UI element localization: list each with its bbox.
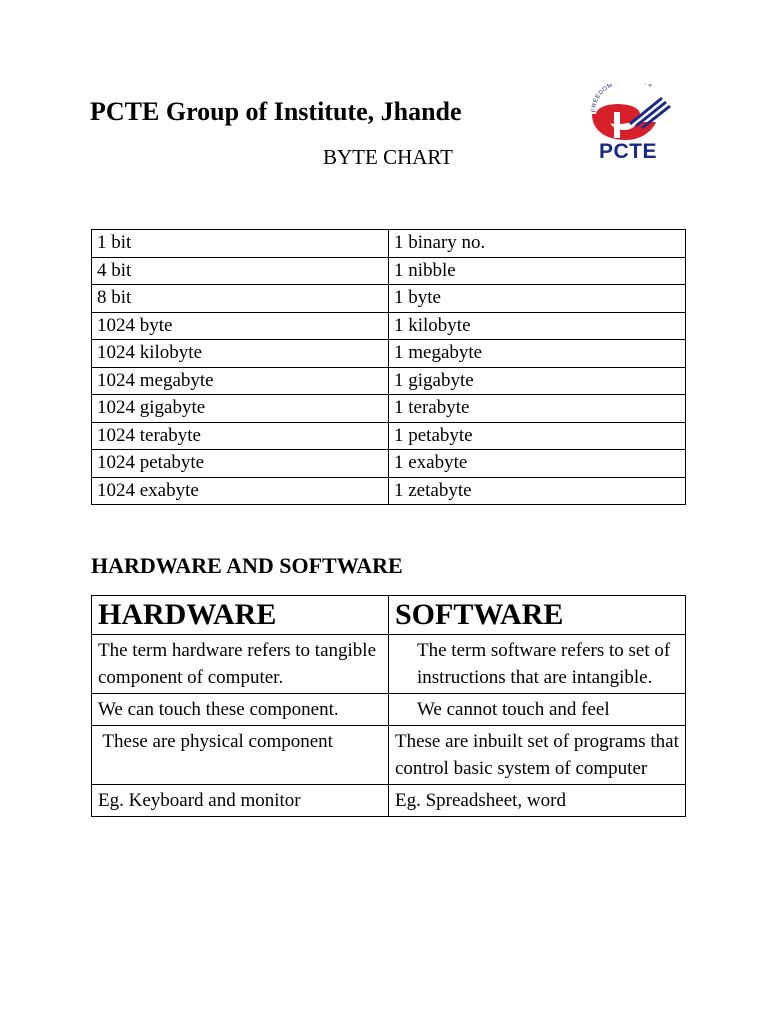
byte-cell-equivalent: 1 exabyte (389, 450, 686, 478)
table-row (92, 285, 686, 313)
table-row (92, 422, 686, 450)
table-row (92, 257, 686, 285)
byte-cell-equivalent: 1 zetabyte (389, 477, 686, 505)
table-row (92, 340, 686, 368)
byte-cell-unit: 1024 exabyte (92, 477, 389, 505)
byte-cell-equivalent: 1 terabyte (389, 395, 686, 423)
byte-cell-equivalent: 1 binary no. (389, 230, 686, 258)
table-row (92, 367, 686, 395)
byte-cell-unit: 4 bit (92, 257, 389, 285)
table-row (92, 785, 686, 817)
logo-text: PCTE (598, 140, 657, 163)
byte-cell-equivalent: 1 nibble (389, 257, 686, 285)
table-header-row (92, 596, 686, 635)
software-cell: We cannot touch and feel (389, 694, 686, 726)
byte-cell-unit: 8 bit (92, 285, 389, 313)
table-row (92, 477, 686, 505)
table-row (92, 635, 686, 694)
byte-chart-table (91, 229, 686, 505)
software-cell: These are inbuilt set of programs that control basic system of computer (389, 726, 686, 785)
byte-cell-unit: 1024 petabyte (92, 450, 389, 478)
table-row (92, 726, 686, 785)
byte-cell-unit: 1024 gigabyte (92, 395, 389, 423)
byte-cell-unit: 1024 megabyte (92, 367, 389, 395)
table-row (92, 312, 686, 340)
column-header-software: SOFTWARE (389, 596, 686, 635)
software-cell: Eg. Spreadsheet, word (389, 785, 686, 817)
hardware-software-table (91, 595, 686, 817)
byte-cell-unit: 1024 byte (92, 312, 389, 340)
byte-cell-equivalent: 1 megabyte (389, 340, 686, 368)
byte-chart-subtitle: BYTE CHART (323, 145, 453, 169)
hardware-cell: The term hardware refers to tangible component of computer. (92, 635, 389, 694)
byte-cell-equivalent: 1 petabyte (389, 422, 686, 450)
hardware-cell: Eg. Keyboard and monitor (92, 785, 389, 817)
section-heading: HARDWARE AND SOFTWARE (91, 553, 403, 578)
byte-cell-unit: 1024 terabyte (92, 422, 389, 450)
byte-cell-equivalent: 1 kilobyte (389, 312, 686, 340)
column-header-hardware: HARDWARE (92, 596, 389, 635)
byte-cell-unit: 1024 kilobyte (92, 340, 389, 368)
hardware-cell: These are physical component (92, 726, 389, 785)
table-row (92, 450, 686, 478)
byte-cell-unit: 1 bit (92, 230, 389, 258)
table-row (92, 694, 686, 726)
pcte-logo (578, 84, 678, 168)
logo-tagline: FREEDOM E (591, 84, 654, 113)
page-title: PCTE Group of Institute, Jhande (90, 97, 462, 126)
table-row (92, 395, 686, 423)
software-cell: The term software refers to set of instructions that are intangible. (389, 635, 686, 694)
byte-cell-equivalent: 1 gigabyte (389, 367, 686, 395)
table-row (92, 230, 686, 258)
pcte-logo-emblem-icon (578, 84, 678, 144)
byte-cell-equivalent: 1 byte (389, 285, 686, 313)
hardware-cell: We can touch these component. (92, 694, 389, 726)
